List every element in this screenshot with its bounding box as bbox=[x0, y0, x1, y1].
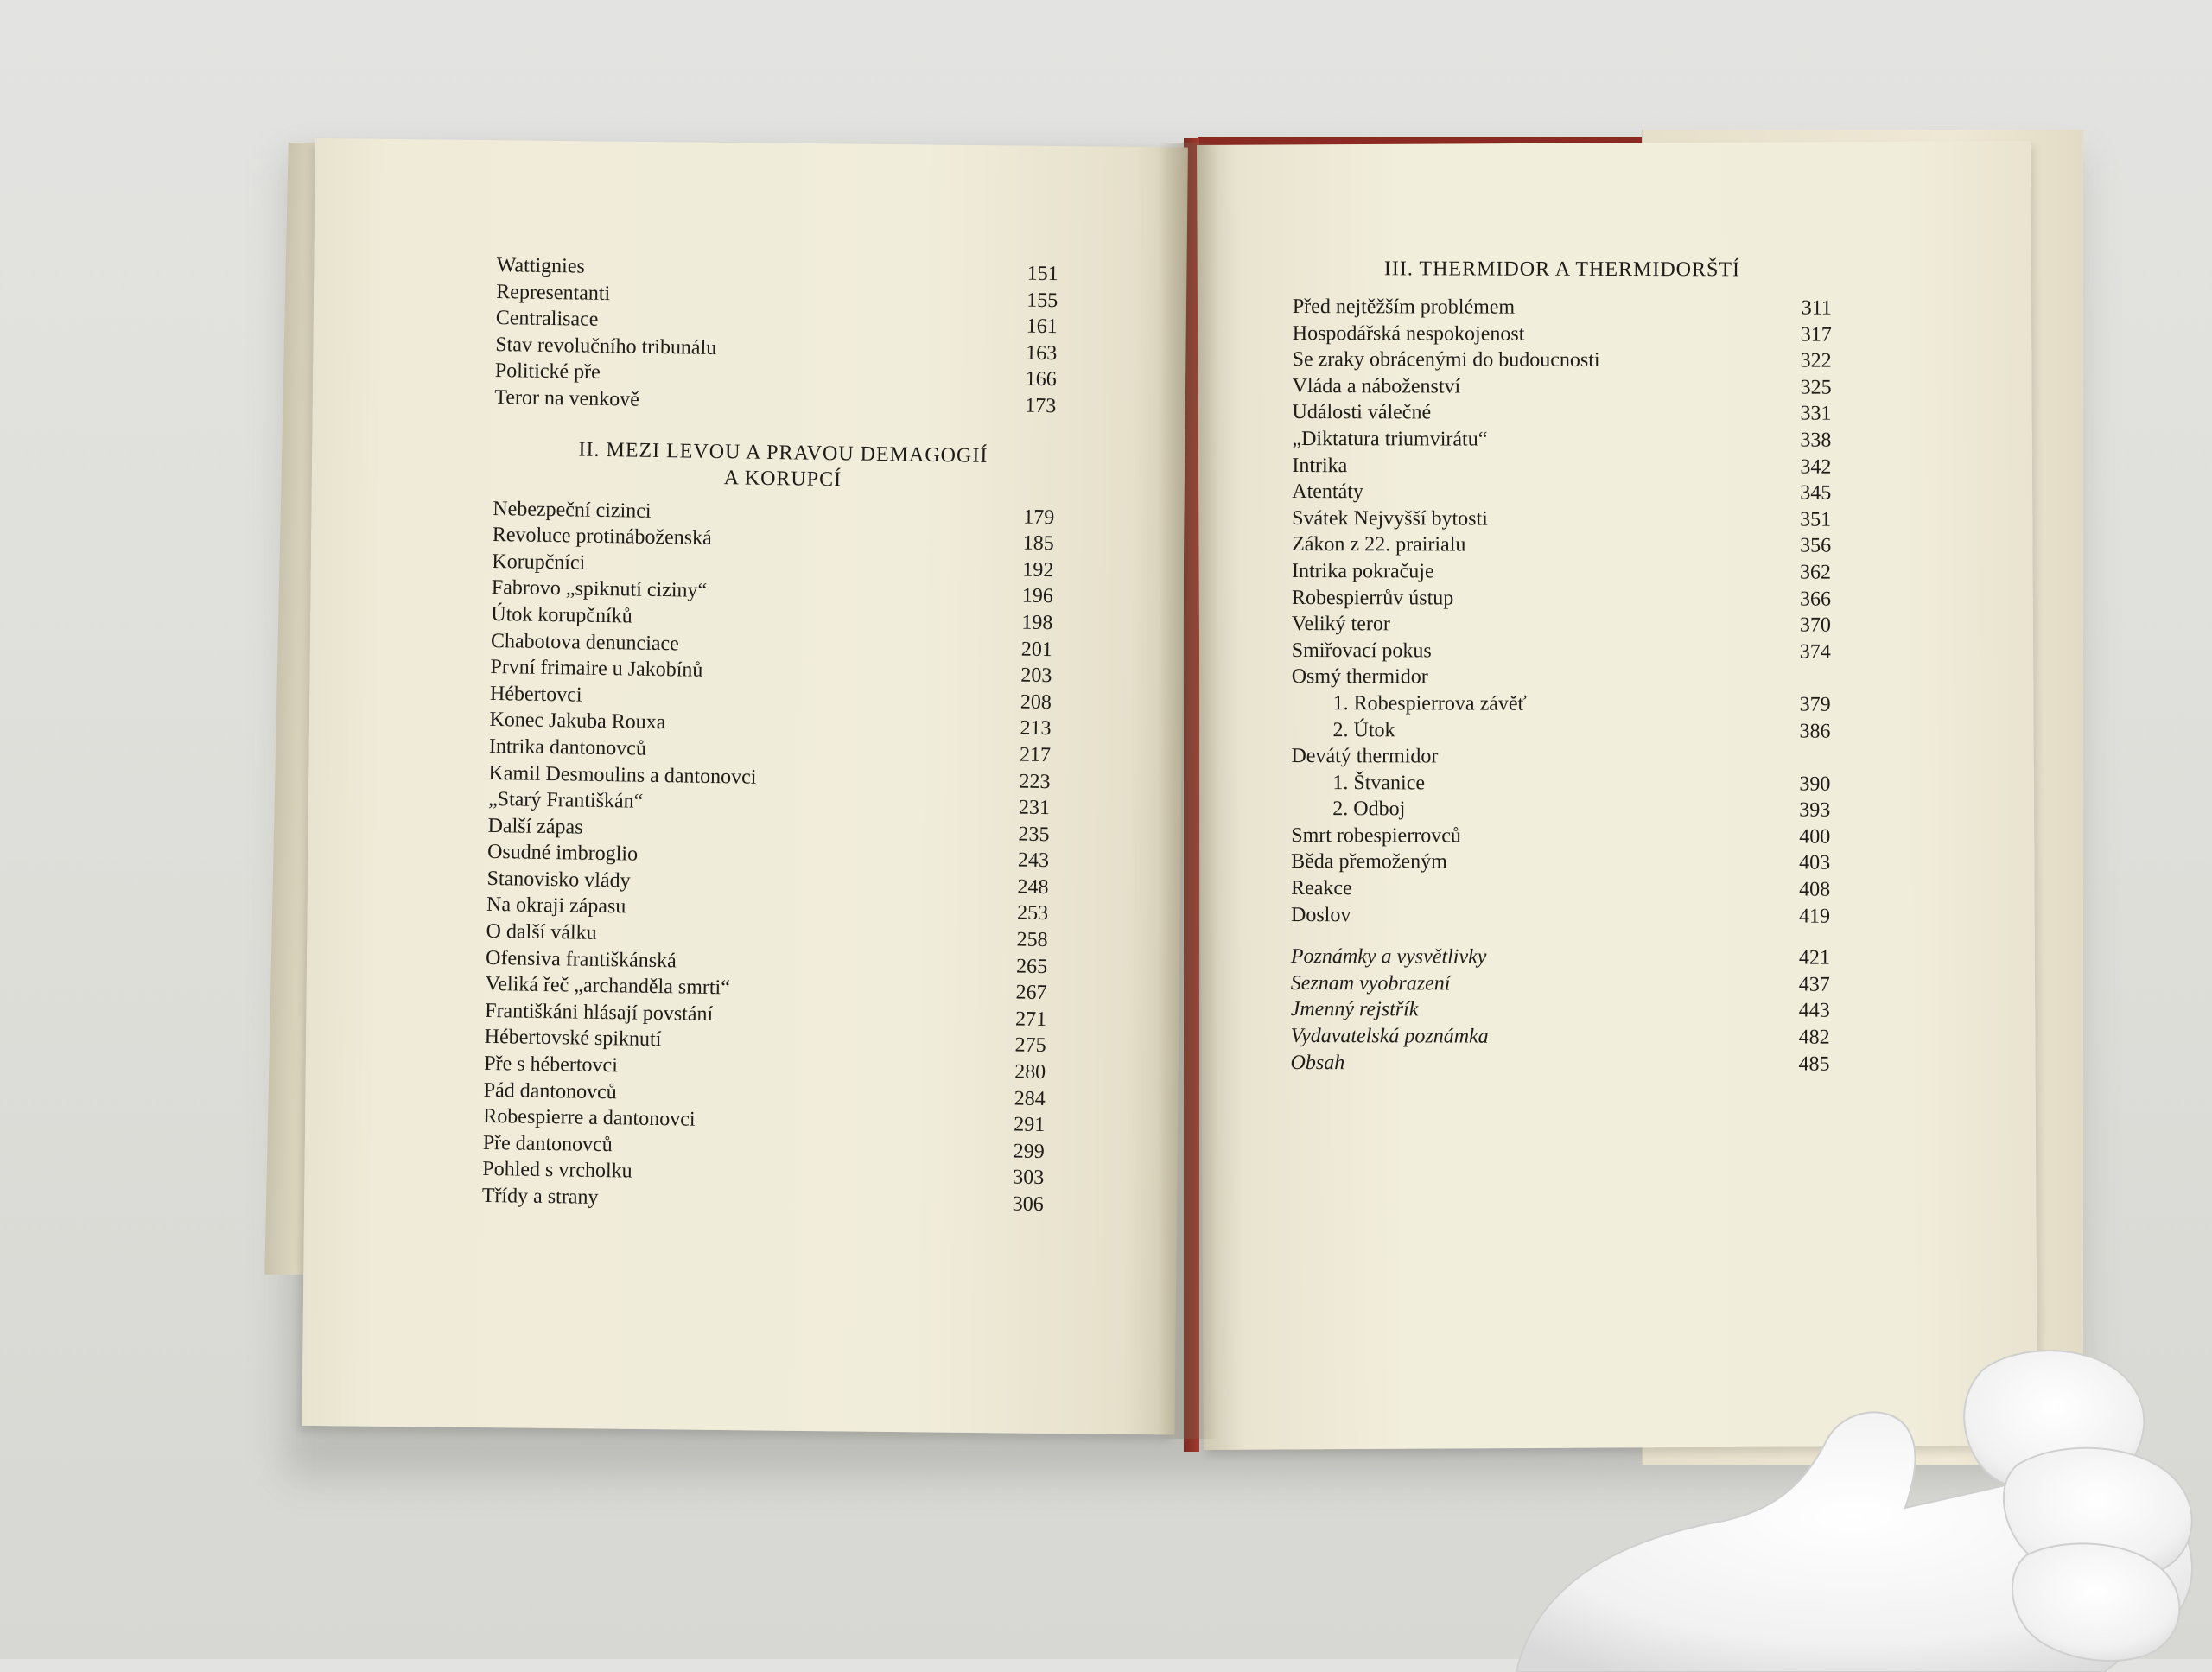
toc-entry-page: 400 bbox=[1770, 823, 1830, 850]
toc-entry-title: Intrika dantonovců bbox=[489, 734, 990, 768]
toc-entry-page: 217 bbox=[990, 741, 1051, 769]
section-heading-ii-line2: A KORUPCÍ bbox=[511, 461, 1055, 496]
toc-entry-title: Hébertovské spiknutí bbox=[484, 1024, 985, 1059]
toc-entry-title: Veliký teror bbox=[1292, 611, 1770, 639]
toc-entry-title: Františkáni hlásají povstání bbox=[485, 998, 986, 1033]
section-heading-ii bbox=[493, 435, 1056, 496]
toc-entry-title: Před nejtěžším problémem bbox=[1293, 294, 1771, 321]
toc-entry-page: 280 bbox=[985, 1059, 1046, 1086]
toc-entry-page: 299 bbox=[983, 1138, 1044, 1166]
appendix-gap bbox=[1291, 928, 1830, 945]
toc-entry-page: 203 bbox=[991, 662, 1052, 690]
toc-entry-page: 437 bbox=[1770, 971, 1830, 998]
toc-entry bbox=[1291, 1023, 1830, 1051]
toc-entry-page: 248 bbox=[988, 874, 1048, 901]
appendix-entries bbox=[1291, 944, 1830, 1078]
toc-entry-page: 482 bbox=[1770, 1024, 1830, 1051]
toc-entry-page: 443 bbox=[1770, 998, 1830, 1025]
toc-entry bbox=[1291, 796, 1830, 823]
toc-entry bbox=[1292, 585, 1831, 613]
toc-entry-title: Reakce bbox=[1291, 875, 1770, 903]
toc-entry-page: 374 bbox=[1770, 639, 1831, 665]
toc-entry-page: 366 bbox=[1770, 586, 1831, 613]
toc-entry-title: Smiřovací pokus bbox=[1292, 638, 1770, 665]
toc-entry-title: Se zraky obrácenými do budoucnosti bbox=[1293, 346, 1771, 374]
toc-entry-page: 284 bbox=[984, 1085, 1045, 1113]
section-heading-ii-line1: II. MEZI LEVOU A PRAVOU DEMAGOGIÍ bbox=[511, 435, 1055, 470]
toc-entry-page: 325 bbox=[1771, 374, 1832, 401]
toc-entry bbox=[1291, 823, 1830, 850]
toc-entry-title: Chabotova denunciace bbox=[491, 627, 992, 662]
toc-entry-title: Události válečné bbox=[1292, 399, 1770, 427]
toc-entry-page: 173 bbox=[995, 392, 1056, 420]
toc-entry bbox=[1291, 944, 1830, 971]
right-table-of-contents bbox=[1291, 256, 1832, 1078]
toc-entry-title: Smrt robespierrovců bbox=[1291, 823, 1770, 850]
toc-entry bbox=[1292, 638, 1831, 665]
toc-entry-title: Robespierre a dantonovci bbox=[483, 1103, 984, 1138]
toc-entry-title: Další zápas bbox=[487, 813, 988, 848]
toc-entry-page: 485 bbox=[1770, 1051, 1830, 1078]
toc-entry-page: 208 bbox=[991, 689, 1052, 716]
toc-entry bbox=[1291, 849, 1830, 876]
toc-entry-title: Svátek Nejvyšší bytosti bbox=[1292, 505, 1770, 533]
toc-entry bbox=[1292, 716, 1831, 744]
toc-entry-title: Atentáty bbox=[1292, 479, 1770, 506]
toc-entry-page: 267 bbox=[986, 979, 1046, 1007]
toc-entry bbox=[1292, 531, 1831, 559]
toc-entry bbox=[1292, 479, 1831, 506]
toc-entry-page: 179 bbox=[994, 504, 1054, 531]
toc-entry-title: Robespierrův ústup bbox=[1292, 585, 1770, 613]
toc-entry-page: 356 bbox=[1770, 533, 1831, 560]
toc-entry-title: Seznam vyobrazení bbox=[1291, 970, 1770, 998]
toc-entry-title: Hospodářská nespokojenost bbox=[1293, 321, 1771, 348]
toc-entry bbox=[1292, 453, 1831, 480]
toc-entry-title: Zákon z 22. prairialu bbox=[1292, 531, 1770, 559]
toc-entry-title: Fabrovo „spiknutí ciziny“ bbox=[492, 575, 993, 609]
toc-entry-title: Devátý thermidor bbox=[1291, 743, 1770, 771]
toc-entry bbox=[1292, 399, 1831, 427]
toc-entry-page: 253 bbox=[988, 900, 1048, 927]
toc-entry-page: 379 bbox=[1770, 691, 1831, 718]
toc-entry-page: 291 bbox=[984, 1111, 1045, 1139]
toc-entry-title: První frimaire u Jakobínů bbox=[490, 654, 991, 689]
toc-entry-page: 345 bbox=[1770, 480, 1831, 507]
toc-entry-title: Centralisace bbox=[496, 305, 997, 340]
toc-entry-page: 393 bbox=[1770, 798, 1830, 824]
toc-entry-title: Vláda a náboženství bbox=[1293, 373, 1771, 401]
right-main-entries bbox=[1291, 294, 1832, 930]
toc-entry-page: 303 bbox=[983, 1164, 1044, 1192]
toc-entry-page: 223 bbox=[989, 768, 1050, 796]
toc-entry-title: Osudné imbroglio bbox=[487, 839, 988, 874]
toc-entry-page: 231 bbox=[989, 794, 1050, 822]
toc-entry-title: Politické pře bbox=[495, 358, 996, 392]
toc-entry-title: 1. Štvanice bbox=[1291, 770, 1770, 798]
toc-entry-title: Jmenný rejstřík bbox=[1291, 996, 1770, 1024]
toc-entry-page: 275 bbox=[985, 1032, 1046, 1059]
toc-entry-title: Osmý thermidor bbox=[1292, 664, 1770, 691]
toc-entry-page: 317 bbox=[1771, 321, 1832, 348]
toc-entry-title: 2. Odboj bbox=[1291, 796, 1770, 823]
toc-entry-page: 235 bbox=[988, 821, 1049, 849]
toc-entry-title: Teror na venkově bbox=[494, 385, 995, 419]
toc-entry-page: 338 bbox=[1770, 427, 1831, 454]
toc-entry-title: Hébertovci bbox=[490, 681, 991, 715]
toc-entry-title: Stav revolučního tribunálu bbox=[495, 332, 996, 366]
toc-entry-page: 196 bbox=[993, 582, 1053, 610]
toc-entry-title: Obsah bbox=[1291, 1050, 1770, 1078]
toc-entry-page: 166 bbox=[996, 366, 1057, 393]
toc-entry bbox=[1293, 294, 1832, 321]
toc-entry-page: 192 bbox=[993, 556, 1053, 584]
toc-entry bbox=[1293, 346, 1832, 374]
toc-entry bbox=[1291, 770, 1830, 798]
toc-entry-page: 419 bbox=[1770, 903, 1830, 930]
toc-entry-page: 271 bbox=[986, 1006, 1046, 1033]
toc-entry-page: 322 bbox=[1771, 348, 1832, 375]
toc-entry-page: 198 bbox=[992, 609, 1052, 637]
toc-entry-title: Revoluce protináboženská bbox=[493, 522, 994, 556]
toc-entry-title: Kamil Desmoulins a dantonovci bbox=[488, 760, 989, 794]
toc-entry-title: „Diktatura triumvirátu“ bbox=[1292, 426, 1770, 454]
toc-entry bbox=[1292, 426, 1831, 454]
toc-entry-page: 161 bbox=[996, 313, 1057, 340]
toc-entry-title: Pře dantonovců bbox=[483, 1130, 984, 1165]
toc-entry bbox=[1292, 611, 1831, 639]
toc-entry-title: Na okraji zápasu bbox=[486, 892, 988, 926]
toc-entry bbox=[1291, 875, 1830, 903]
toc-entry-page: 258 bbox=[987, 926, 1047, 954]
toc-entry-title: 2. Útok bbox=[1292, 716, 1770, 744]
toc-entry-page: 403 bbox=[1770, 850, 1830, 877]
toc-entry-page: 163 bbox=[996, 340, 1057, 367]
left-table-of-contents bbox=[482, 252, 1058, 1218]
toc-entry-page: 185 bbox=[994, 530, 1054, 557]
toc-entry bbox=[1291, 902, 1830, 930]
toc-entry bbox=[1292, 690, 1831, 718]
toc-entry-page: 342 bbox=[1770, 454, 1831, 480]
toc-entry-title: Doslov bbox=[1291, 902, 1770, 930]
toc-entry bbox=[1291, 996, 1830, 1024]
toc-entry bbox=[1291, 743, 1830, 771]
toc-entry-page: 151 bbox=[997, 260, 1058, 288]
toc-entry-title: Běda přemoženým bbox=[1291, 849, 1770, 876]
toc-entry-page: 201 bbox=[992, 636, 1052, 664]
left-top-entries bbox=[494, 252, 1058, 420]
toc-entry-page: 265 bbox=[987, 953, 1047, 981]
toc-entry bbox=[1293, 373, 1832, 401]
toc-entry-page: 386 bbox=[1770, 718, 1831, 745]
white-glove-hand bbox=[1499, 1335, 2212, 1672]
toc-entry bbox=[1292, 664, 1831, 691]
toc-entry-title: 1. Robespierrova závěť bbox=[1292, 690, 1770, 718]
section-heading-iii: III. THERMIDOR A THERMIDORŠTÍ bbox=[1293, 256, 1832, 283]
toc-entry-title: Representanti bbox=[496, 279, 997, 314]
toc-entry-page: 155 bbox=[997, 287, 1058, 315]
toc-entry-page: 370 bbox=[1770, 613, 1831, 639]
toc-entry-title: Wattignies bbox=[497, 252, 998, 287]
toc-entry-page: 390 bbox=[1770, 771, 1830, 798]
toc-entry-title: Vydavatelská poznámka bbox=[1291, 1023, 1770, 1051]
toc-entry-page: 306 bbox=[983, 1191, 1044, 1218]
toc-entry-title: Intrika bbox=[1292, 453, 1770, 480]
book-gutter bbox=[1158, 143, 1218, 1439]
toc-entry-title: „Starý Františkán“ bbox=[488, 786, 989, 821]
toc-entry-page: 331 bbox=[1770, 401, 1831, 428]
toc-entry-title: Nebezpeční cizinci bbox=[493, 496, 994, 531]
toc-entry-page: 243 bbox=[988, 847, 1049, 874]
toc-entry-title: O další válku bbox=[486, 919, 987, 953]
toc-entry-page: 408 bbox=[1770, 877, 1830, 904]
toc-entry-page: 213 bbox=[990, 715, 1051, 742]
toc-entry-title: Pohled s vrcholku bbox=[482, 1156, 983, 1191]
toc-entry-title: Stanovisko vlády bbox=[486, 866, 988, 900]
toc-entry-title: Pád dantonovců bbox=[484, 1078, 985, 1112]
toc-entry-title: Pře s hébertovci bbox=[484, 1051, 985, 1085]
toc-entry-page: 421 bbox=[1770, 945, 1830, 972]
toc-entry bbox=[1293, 321, 1832, 348]
toc-entry bbox=[1291, 1050, 1830, 1078]
left-main-entries bbox=[482, 496, 1055, 1218]
toc-entry-title: Třídy a strany bbox=[482, 1183, 983, 1217]
toc-entry bbox=[1291, 970, 1830, 998]
toc-entry-title: Konec Jakuba Rouxa bbox=[489, 707, 990, 741]
toc-entry-title: Útok korupčníků bbox=[491, 601, 992, 636]
toc-entry-title: Ofensiva františkánská bbox=[486, 945, 987, 980]
toc-entry-title: Korupčníci bbox=[492, 549, 993, 583]
toc-entry-title: Intrika pokračuje bbox=[1292, 558, 1770, 586]
toc-entry-title: Veliká řeč „archanděla smrti“ bbox=[485, 971, 986, 1006]
toc-entry-page: 362 bbox=[1770, 559, 1831, 586]
toc-entry bbox=[1292, 558, 1831, 586]
toc-entry-title: Poznámky a vysvětlivky bbox=[1291, 944, 1770, 971]
toc-entry-page: 351 bbox=[1770, 506, 1831, 533]
toc-entry bbox=[1292, 505, 1831, 533]
toc-entry-page: 311 bbox=[1771, 295, 1832, 321]
